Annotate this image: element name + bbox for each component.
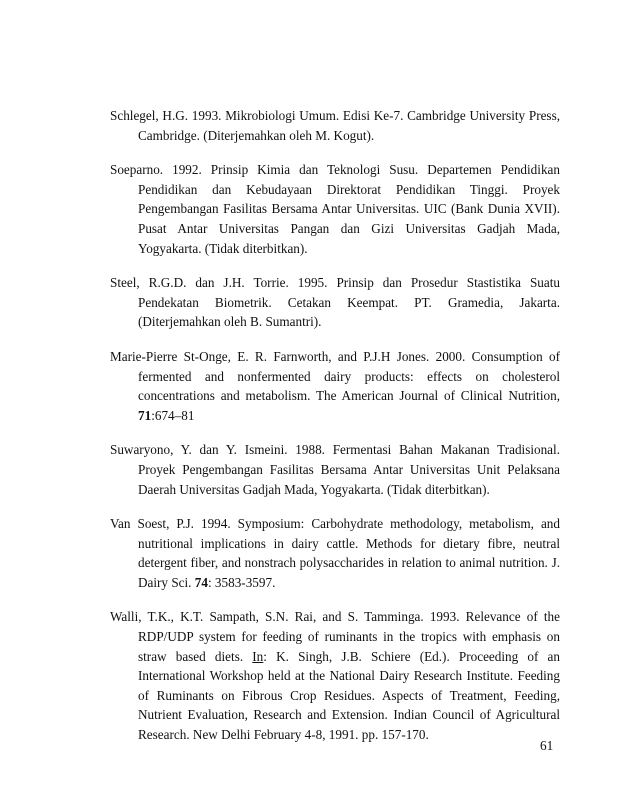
reference-suwaryono: Suwaryono, Y. dan Y. Ismeini. 1988. Fermentasi Bahan Makanan Tradisional. Proyek Pengembangan Fasilitas Bersama Antar Universitas Unit Pelaksana Daerah Universitas Gadjah Mada, Yogyakarta. (Tidak diterbitkan).: [110, 442, 560, 497]
reference-list: [110, 106, 560, 760]
journal-volume: 74: [194, 574, 208, 590]
in-marker: In: [252, 648, 264, 664]
reference-text: Marie-Pierre St-Onge, E. R. Farnworth, and P.J.H Jones. 2000. Consumption of fermented and nonfermented dairy products: effects on cholesterol concentrations and metabolism. The American Journal of Clinical Nutrition,: [110, 348, 560, 404]
reference-st-onge: [110, 347, 560, 425]
journal-volume: 71: [138, 407, 152, 423]
page-number: 61: [540, 738, 554, 753]
reference-text: Van Soest, P.J. 1994. Symposium: Carbohydrate methodology, metabolism, and nutritional implications in dairy cattle. Methods for dietary fibre, neutral detergent fiber, and nonstrach polysaccharides in relation to animal nutrition. J. Dairy Sci.: [110, 516, 560, 590]
reference-van-soest: [110, 514, 560, 592]
reference-soeparno: Soeparno. 1992. Prinsip Kimia dan Teknologi Susu. Departemen Pendidikan Pendidikan dan Kebudayaan Direktorat Pendidikan Tinggi. Proyek Pengembangan Fasilitas Bersama Antar Universitas. UIC (Bank Dunia XVII). Pusat Antar Universitas Pangan dan Gizi Universitas Gadjah Mada, Yogyakarta. (Tidak diterbitkan).: [110, 162, 560, 256]
reference-text: Walli, T.K., K.T. Sampath, S.N. Rai, and S. Tamminga. 1993. Relevance of the RDP/UDP system for feeding of ruminants in the tropics with emphasis on straw based diets.: [110, 609, 560, 664]
reference-pages: : 3583-3597.: [207, 574, 276, 590]
reference-walli: [110, 607, 560, 744]
reference-schlegel: Schlegel, H.G. 1993. Mikrobiologi Umum. Edisi Ke-7. Cambridge University Press, Cambridge. (Diterjemahkan oleh M. Kogut).: [110, 108, 560, 143]
reference-text-continued: : K. Singh, J.B. Schiere (Ed.). Proceeding of an International Workshop held at the National Dairy Research Institute. Feeding of Ruminants on Fibrous Crop Residues. Aspects of Treatment, Feeding, Nutrient Evaluation, Research and Extension. Indian Council of Agricultural Research. New Delhi February 4-8, 1991. pp. 157-170.: [138, 648, 560, 743]
reference-pages: :674–81: [151, 407, 195, 423]
reference-steel: Steel, R.G.D. dan J.H. Torrie. 1995. Prinsip dan Prosedur Stastistika Suatu Pendekatan Biometrik. Cetakan Keempat. PT. Gramedia, Jakarta. (Diterjemahkan oleh B. Sumantri).: [110, 275, 560, 330]
